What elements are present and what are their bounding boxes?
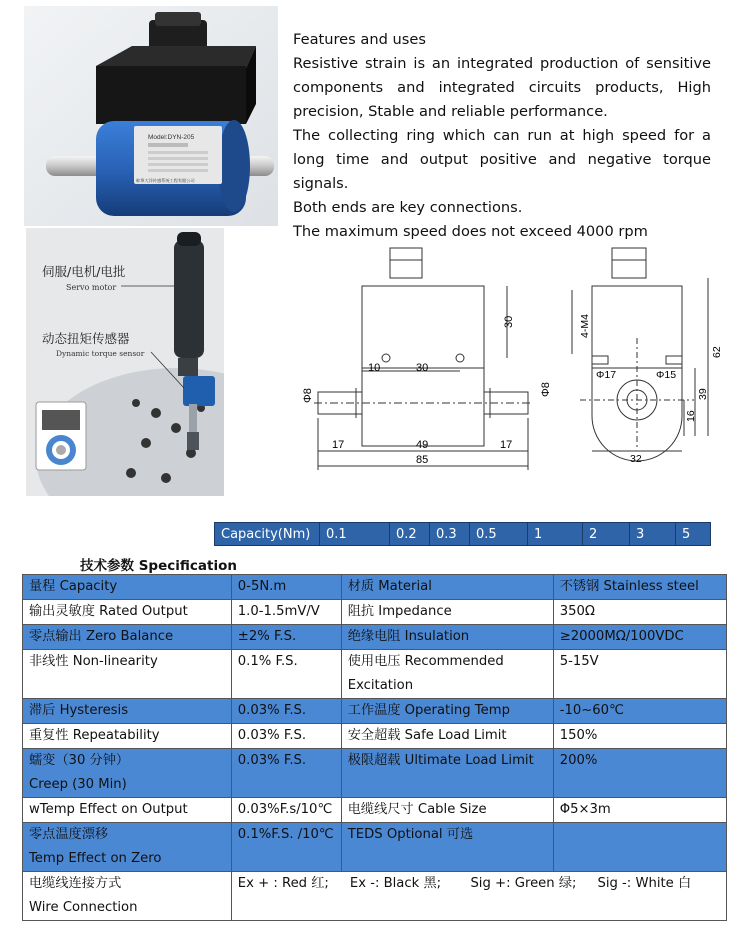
capacity-value: 2 <box>583 523 630 546</box>
dim-30-vertical: 30 <box>503 315 515 328</box>
features-section <box>293 28 711 244</box>
spec-cell-en: Creep (30 Min) <box>29 777 127 792</box>
spec-cell <box>553 823 726 872</box>
spec-cell: 电缆线尺寸 Cable Size <box>341 798 553 823</box>
spec-cell: -10~60℃ <box>553 699 726 724</box>
dim-39: 39 <box>697 388 709 400</box>
spec-cell: ±2% F.S. <box>231 625 341 650</box>
wire-connection-cell <box>231 872 726 921</box>
spec-cell: 极限超载 Ultimate Load Limit <box>341 749 553 798</box>
spec-cell: 绝缘电阻 Insulation <box>341 625 553 650</box>
application-illustration <box>26 228 224 496</box>
dim-17-left: 17 <box>332 439 345 451</box>
features-line-2: The collecting ring which can run at high speed for a long time and output positive and negative torque signals. <box>293 127 711 192</box>
features-line-4: The maximum speed does not exceed 4000 rpm <box>293 223 648 240</box>
spec-table <box>22 574 727 921</box>
capacity-value: 3 <box>630 523 676 546</box>
spec-cell: 150% <box>553 724 726 749</box>
dim-17-right: 17 <box>500 439 513 451</box>
spec-title: 技术参数 Specification <box>80 558 237 574</box>
capacity-value: 0.1 <box>320 523 390 546</box>
product-photo <box>24 6 278 226</box>
spec-cell: TEDS Optional 可选 <box>341 823 553 872</box>
table-row <box>23 650 727 699</box>
table-row <box>23 872 727 921</box>
front-view-drawing <box>292 238 554 486</box>
sensor-label-en: Dynamic torque sensor <box>56 349 145 358</box>
product-maker-label: 蚌埠大洋传感系统工程有限公司 <box>136 178 195 183</box>
servo-label-en: Servo motor <box>66 283 117 292</box>
table-row <box>23 625 727 650</box>
spec-cell: 输出灵敏度 Rated Output <box>23 600 232 625</box>
wire-ex-minus: Ex -: Black 黑; <box>349 876 442 891</box>
spec-cell: 0-5N.m <box>231 575 341 600</box>
spec-cell <box>23 749 232 798</box>
dim-10: 10 <box>368 362 381 374</box>
dim-49: 49 <box>416 439 429 451</box>
capacity-label: Capacity(Nm) <box>215 523 320 546</box>
spec-cell: ≥2000MΩ/100VDC <box>553 625 726 650</box>
capacity-value: 0.2 <box>390 523 430 546</box>
spec-cell: 5-15V <box>553 650 726 699</box>
spec-cell-cn: 零点温度漂移 <box>29 827 109 842</box>
spec-cell <box>23 823 232 872</box>
dim-16: 16 <box>685 410 697 422</box>
capacity-value: 5 <box>676 523 711 546</box>
spec-cell-cn: 电缆线连接方式 <box>29 876 122 891</box>
features-line-1: Resistive strain is an integrated production of sensitive components and integrated circuits products, High precision, Stable and reliable performance. <box>293 55 711 120</box>
capacity-value: 0.5 <box>470 523 528 546</box>
spec-cell: 非线性 Non-linearity <box>23 650 232 699</box>
spec-cell: 0.03% F.S. <box>231 699 341 724</box>
dim-4m4: 4-M4 <box>579 314 591 338</box>
spec-cell: wTemp Effect on Output <box>23 798 232 823</box>
spec-cell: 阻抗 Impedance <box>341 600 553 625</box>
spec-cell: 材质 Material <box>341 575 553 600</box>
spec-cell: 1.0-1.5mV/V <box>231 600 341 625</box>
spec-cell: 0.1% F.S. <box>231 650 341 699</box>
spec-cell: 使用电压 Recommended Excitation <box>341 650 553 699</box>
spec-cell: Φ5×3m <box>553 798 726 823</box>
spec-cell: 350Ω <box>553 600 726 625</box>
spec-cell-en: Wire Connection <box>29 900 138 915</box>
dim-32: 32 <box>630 453 642 465</box>
table-row <box>23 798 727 823</box>
servo-label-cn: 伺服/电机/电批 <box>42 264 126 279</box>
wire-sig-minus: Sig -: White 白 <box>597 876 692 891</box>
spec-cell: 0.03% F.S. <box>231 724 341 749</box>
table-row <box>23 724 727 749</box>
spec-cell: 重复性 Repeatability <box>23 724 232 749</box>
dim-85: 85 <box>416 454 429 466</box>
table-row <box>23 749 727 798</box>
table-row <box>23 600 727 625</box>
spec-cell: 不锈钢 Stainless steel <box>553 575 726 600</box>
wire-sig-plus: Sig +: Green 绿; <box>470 876 577 891</box>
dim-phi8-right: Φ8 <box>540 382 552 397</box>
table-row <box>23 699 727 724</box>
dim-phi15: Φ15 <box>656 369 677 381</box>
spec-cell: 0.1%F.S. /10℃ <box>231 823 341 872</box>
spec-cell-en: Temp Effect on Zero <box>29 851 162 866</box>
capacity-strip <box>214 522 711 546</box>
spec-cell: 0.03% F.S. <box>231 749 341 798</box>
spec-cell: 工作温度 Operating Temp <box>341 699 553 724</box>
wire-ex-plus: Ex + : Red 红; <box>237 876 329 891</box>
dim-phi17: Φ17 <box>596 369 617 381</box>
dim-30-horizontal: 30 <box>416 362 429 374</box>
application-photo <box>26 228 224 496</box>
spec-cell: 零点输出 Zero Balance <box>23 625 232 650</box>
dim-62: 62 <box>711 346 723 358</box>
torque-sensor-illustration <box>24 6 278 226</box>
spec-cell: 量程 Capacity <box>23 575 232 600</box>
capacity-value: 0.3 <box>430 523 470 546</box>
spec-cell: 滞后 Hysteresis <box>23 699 232 724</box>
spec-cell: 200% <box>553 749 726 798</box>
spec-cell-cn: 蠕变（30 分钟） <box>29 753 130 768</box>
features-line-3: Both ends are key connections. <box>293 199 523 216</box>
dim-phi8-left: Φ8 <box>302 388 314 403</box>
features-title: Features and uses <box>293 31 426 48</box>
spec-cell: 安全超载 Safe Load Limit <box>341 724 553 749</box>
capacity-value: 1 <box>528 523 583 546</box>
product-model-label: Model:DYN-205 <box>148 134 195 141</box>
spec-cell <box>23 872 232 921</box>
sensor-label-cn: 动态扭矩传感器 <box>42 331 130 346</box>
table-row <box>23 575 727 600</box>
spec-cell: 0.03%F.s/10℃ <box>231 798 341 823</box>
table-row <box>23 823 727 872</box>
side-view-drawing <box>560 238 735 486</box>
